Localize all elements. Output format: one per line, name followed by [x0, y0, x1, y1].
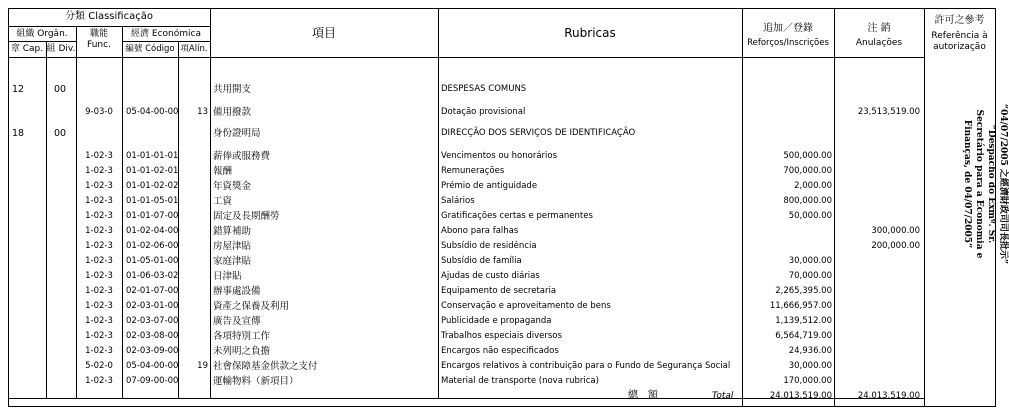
total-label-zh: 總 額 [628, 390, 658, 401]
row-code: 07-09-00-00 [126, 376, 179, 386]
row-reforcos: 6,564,719.00 [775, 331, 832, 341]
row-reforcos: 2,000.00 [794, 181, 832, 191]
table-row [0, 195, 1003, 208]
header-func: Func. [87, 40, 111, 50]
row-rubrica: Abono para falhas [441, 226, 519, 236]
row-item: 運輸物料（新項目） [213, 376, 299, 387]
row-rubrica: Vencimentos ou honorários [441, 151, 558, 161]
table-row [0, 83, 1003, 96]
row-item: 身份證明局 [213, 128, 261, 139]
row-item: 房屋津貼 [213, 241, 252, 252]
row-item: 備用撥款 [213, 107, 252, 118]
table-row [0, 285, 1003, 298]
row-rubrica: Subsídio de residência [441, 241, 537, 251]
row-reforcos: 700,000.00 [783, 166, 832, 176]
row-alin: 19 [197, 361, 208, 371]
row-rubrica: Salários [441, 196, 475, 206]
row-rubrica: Trabalhos especiais diversos [441, 331, 562, 341]
row-code: 05-04-00-00 [126, 107, 179, 117]
row-item: 未列明之負擔 [213, 346, 271, 357]
row-func: 1-02-3 [85, 166, 113, 176]
rule [8, 57, 924, 58]
row-rubrica: Remunerações [441, 166, 505, 176]
row-rubrica: Material de transporte (nova rubrica) [441, 376, 599, 386]
row-rubrica: Equipamento de secretaria [441, 286, 557, 296]
table-row [0, 255, 1003, 268]
table-row [0, 240, 1003, 253]
row-func: 1-02-3 [85, 346, 113, 356]
row-alin: 13 [197, 107, 208, 117]
table-row [0, 106, 1003, 119]
row-rubrica: DIRECÇÃO DOS SERVIÇOS DE IDENTIFICAÇÃO [441, 128, 636, 138]
row-rubrica: Conservação e aproveitamento de bens [441, 301, 611, 311]
rule [8, 41, 76, 42]
total-reforcos: 24,013,519.00 [769, 391, 832, 401]
rule [122, 41, 210, 42]
row-rubrica: Gratificações certas e permanentes [441, 211, 593, 221]
header-anulacoes-zh: 注 銷 [867, 23, 891, 34]
table-row [0, 270, 1003, 283]
row-func: 1-02-3 [85, 196, 113, 206]
header-economic: 經濟 Económica [131, 29, 201, 39]
row-func: 1-02-3 [85, 241, 113, 251]
row-item: 報酬 [213, 166, 233, 177]
header-code: 編號 Código [125, 44, 175, 54]
row-item: 薪俸或服務費 [213, 151, 271, 162]
row-code: 02-03-09-00 [126, 346, 179, 356]
table-row [0, 375, 1003, 388]
row-func: 1-02-3 [85, 211, 113, 221]
row-func: 1-02-3 [85, 331, 113, 341]
row-code: 01-01-02-02 [126, 181, 179, 191]
row-div: 00 [53, 84, 67, 95]
row-func: 5-02-0 [85, 361, 113, 371]
header-rubricas: Rubricas [564, 26, 616, 40]
row-reforcos: 50,000.00 [788, 211, 832, 221]
row-code: 02-03-01-00 [126, 301, 179, 311]
row-rubrica: Encargos relativos à contribuição para o Fundo de Segurança Social [441, 361, 731, 371]
row-reforcos: 30,000.00 [788, 256, 832, 266]
row-item: 錯算補助 [213, 226, 252, 237]
row-item: 資產之保養及利用 [213, 301, 290, 312]
row-reforcos: 1,139,512.00 [775, 316, 832, 326]
row-reforcos: 24,936.00 [788, 346, 832, 356]
row-func: 1-02-3 [85, 151, 113, 161]
row-func: 9-03-0 [85, 107, 113, 117]
table-row [0, 127, 1003, 140]
row-code: 01-01-02-01 [126, 166, 179, 176]
row-item: 辦事處設備 [213, 286, 261, 297]
row-item: 年資獎金 [213, 181, 252, 192]
row-rubrica: Subsídio de família [441, 256, 522, 266]
rule [8, 8, 996, 9]
table-row [0, 210, 1003, 223]
row-func: 1-02-3 [85, 271, 113, 281]
table-row [0, 300, 1003, 313]
row-code: 01-06-03-02 [126, 271, 179, 281]
row-reforcos: 30,000.00 [788, 361, 832, 371]
row-func: 1-02-3 [85, 181, 113, 191]
header-item: 項目 [311, 26, 336, 40]
row-div: 00 [53, 128, 67, 139]
header-cap: 章 Cap. [10, 44, 44, 54]
header-alin: 項Alín. [180, 44, 208, 54]
row-cap: 18 [12, 128, 25, 139]
row-code: 01-01-07-00 [126, 211, 179, 221]
header-ref-zh: 許可之參考 [934, 15, 985, 26]
authorization-reference: “04/07/2005 之經濟財政司司長批示” “Despacho do Exmº. Sr. Secretário para a Economia e Finanças, de 04/07/2005” [962, 103, 1008, 265]
row-code: 05-04-00-00 [126, 361, 179, 371]
row-reforcos: 800,000.00 [783, 196, 832, 206]
row-item: 工資 [213, 196, 233, 207]
row-item: 各項特別工作 [213, 331, 271, 342]
row-anulacoes: 300,000.00 [871, 226, 920, 236]
row-reforcos: 500,000.00 [783, 151, 832, 161]
table-row [0, 180, 1003, 193]
row-func: 1-02-3 [85, 256, 113, 266]
row-item: 家庭津貼 [213, 256, 252, 267]
header-ref: Referência à autorização [931, 31, 988, 52]
row-func: 1-02-3 [85, 286, 113, 296]
row-anulacoes: 200,000.00 [871, 241, 920, 251]
row-func: 1-02-3 [85, 376, 113, 386]
table-row [0, 345, 1003, 358]
row-code: 01-02-06-00 [126, 241, 179, 251]
row-reforcos: 2,265,395.00 [775, 286, 832, 296]
row-func: 1-02-3 [85, 226, 113, 236]
rule [8, 406, 996, 407]
table-row [0, 150, 1003, 163]
header-func-zh: 職能 [89, 29, 108, 39]
header-reforcos: Reforços/Inscrições [747, 38, 829, 48]
table-row [0, 330, 1003, 343]
header-classification: 分類 Classificação [65, 11, 153, 22]
row-func: 1-02-3 [85, 316, 113, 326]
row-anulacoes: 23,513,519.00 [857, 107, 920, 117]
header-reforcos-zh: 追加／登錄 [763, 23, 813, 34]
row-item: 固定及長期酬勞 [213, 211, 280, 222]
row-item: 廣告及宣傳 [213, 316, 261, 327]
table-row [0, 315, 1003, 328]
row-cap: 12 [12, 84, 25, 95]
row-code: 02-03-08-00 [126, 331, 179, 341]
row-rubrica: Dotação provisional [441, 107, 526, 117]
row-reforcos: 170,000.00 [783, 376, 832, 386]
row-reforcos: 11,666,957.00 [769, 301, 832, 311]
row-func: 1-02-3 [85, 301, 113, 311]
row-reforcos: 70,000.00 [788, 271, 832, 281]
row-item: 共用開支 [213, 84, 252, 95]
header-organ: 組織 Orgân. [16, 29, 68, 39]
table-row [0, 360, 1003, 373]
header-div: 組 Div. [46, 44, 76, 54]
total-label: Total [712, 391, 734, 401]
row-rubrica: Encargos não especificados [441, 346, 559, 356]
table-row [0, 165, 1003, 178]
header-anulacoes: Anulações [855, 38, 903, 48]
row-item: 社會保障基金供款之支付 [213, 361, 318, 372]
row-code: 01-01-05-01 [126, 196, 179, 206]
row-code: 01-05-01-00 [126, 256, 179, 266]
row-rubrica: DESPESAS COMUNS [441, 84, 527, 94]
row-code: 01-02-04-00 [126, 226, 179, 236]
rule [8, 26, 210, 27]
table-row [0, 225, 1003, 238]
row-rubrica: Prémio de antiguidade [441, 181, 538, 191]
row-code: 02-01-07-00 [126, 286, 179, 296]
row-rubrica: Ajudas de custo diárias [441, 271, 540, 281]
total-anulacoes: 24,013,519.00 [857, 391, 920, 401]
row-item: 日津貼 [213, 271, 242, 282]
row-rubrica: Publicidade e propaganda [441, 316, 552, 326]
row-code: 01-01-01-01 [126, 151, 179, 161]
row-code: 02-03-07-00 [126, 316, 179, 326]
